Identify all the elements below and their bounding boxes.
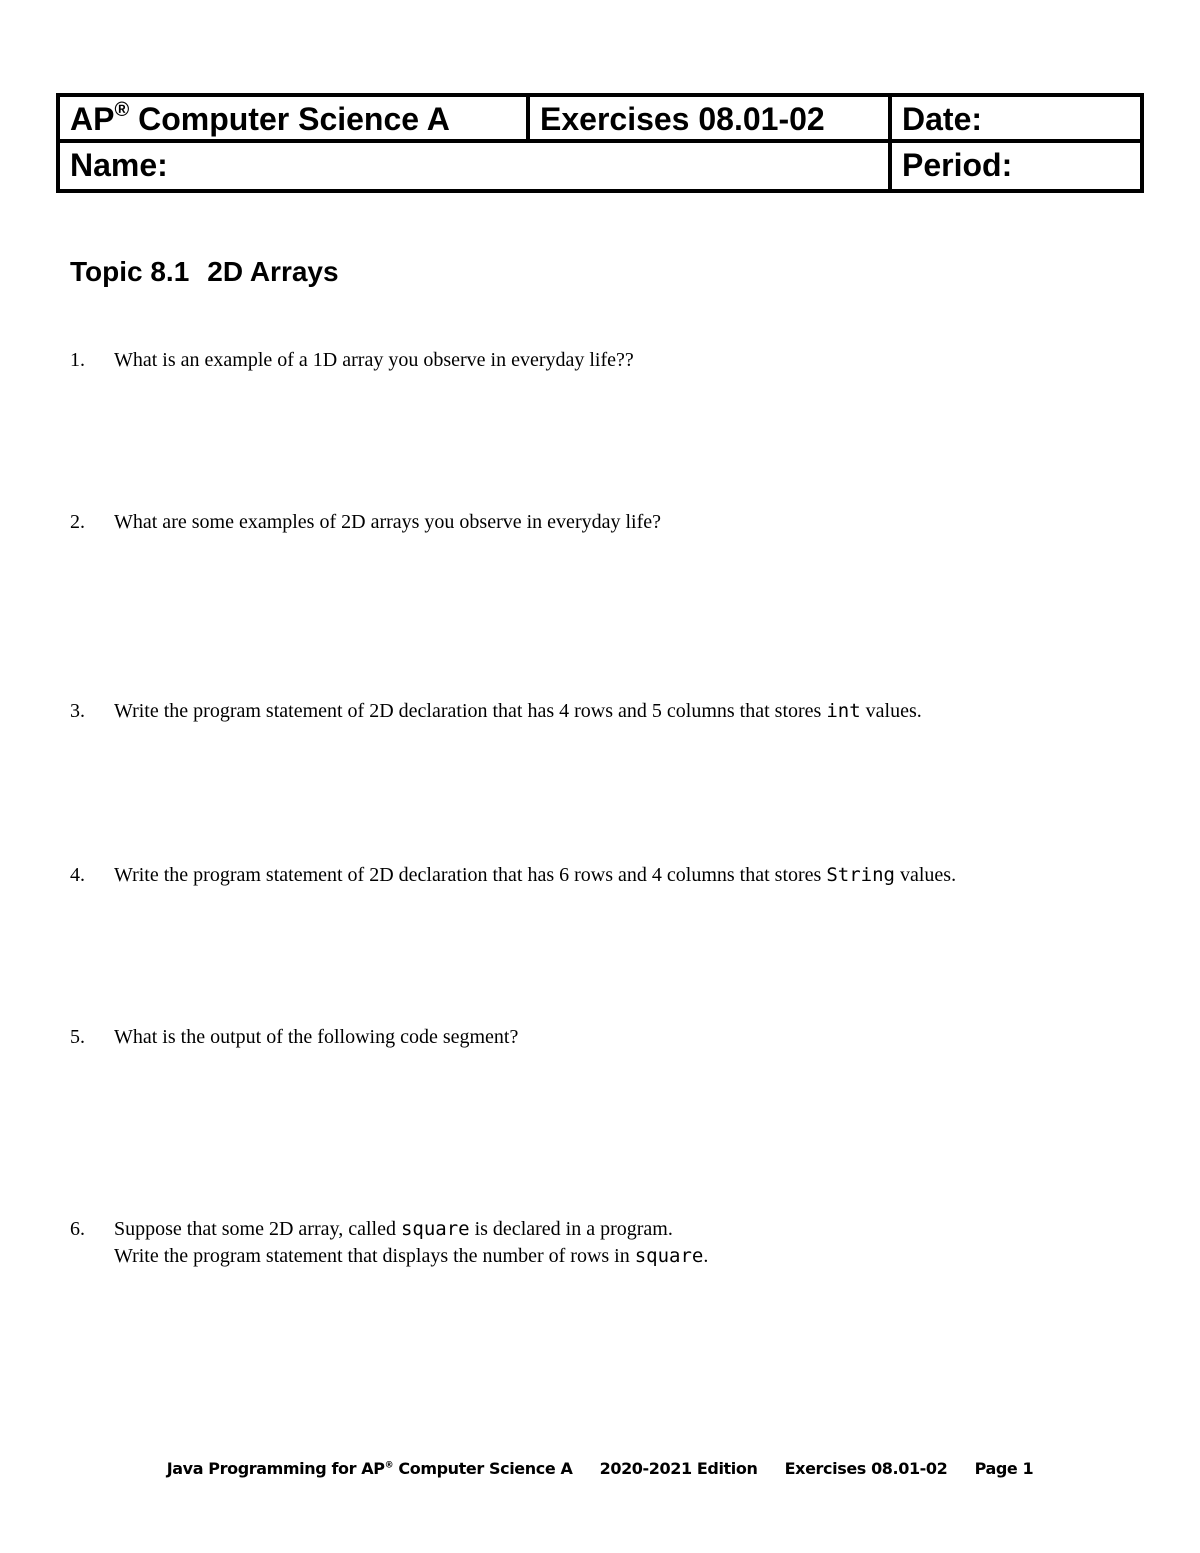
course-suffix: Computer Science A [129, 101, 450, 137]
question-text: Write the program statement of 2D declaration that has 6 rows and 4 columns that stores [114, 864, 827, 886]
footer-registered-mark: ® [384, 1460, 394, 1471]
footer-book-suffix: Computer Science A [393, 1459, 573, 1478]
question-5 [70, 1024, 518, 1051]
question-line-2 [70, 1243, 708, 1270]
question-text: Write the program statement of 2D declaration that has 4 rows and 5 columns that stores [114, 700, 827, 722]
footer-exercises: Exercises 08.01-02 [784, 1459, 948, 1478]
question-number: 6. [70, 1218, 85, 1240]
question-text-end: values. [860, 700, 922, 722]
course-title-cell [60, 97, 530, 143]
question-text-end: . [703, 1245, 709, 1267]
question-2 [70, 509, 661, 536]
question-text-end: is declared in a program. [469, 1218, 673, 1240]
registered-mark: ® [114, 99, 130, 122]
question-number: 2. [70, 511, 85, 533]
question-text: Suppose that some 2D array, called [114, 1218, 401, 1240]
page-footer [0, 1459, 1200, 1478]
topic-number: Topic 8.1 [70, 256, 190, 287]
code-square: square [400, 1218, 470, 1240]
course-prefix: AP [70, 101, 115, 137]
code-square: square [634, 1245, 704, 1267]
question-number: 5. [70, 1026, 85, 1048]
question-3 [70, 698, 922, 725]
question-text: What is the output of the following code segment? [114, 1026, 519, 1048]
code-int: int [826, 700, 861, 722]
period-field[interactable]: Period: [902, 147, 1013, 183]
worksheet-header [56, 93, 1144, 193]
question-text: Write the program statement that displays the number of rows in [114, 1245, 635, 1267]
footer-page-number: Page 1 [974, 1459, 1034, 1478]
footer-book-title [167, 1459, 573, 1478]
topic-title: 2D Arrays [207, 256, 339, 287]
question-number: 3. [70, 700, 85, 722]
question-4 [70, 862, 956, 889]
question-number: 1. [70, 349, 85, 371]
footer-book-prefix: Java Programming for AP [166, 1459, 385, 1478]
question-line-1 [70, 1216, 708, 1243]
date-field[interactable]: Date: [892, 97, 1140, 143]
question-text: What are some examples of 2D arrays you observe in everyday life? [114, 511, 662, 533]
question-1 [70, 347, 634, 374]
footer-edition: 2020-2021 Edition [599, 1459, 758, 1478]
question-text: What is an example of a 1D array you observe in everyday life?? [114, 349, 634, 371]
name-field[interactable]: Name: [60, 143, 892, 189]
question-6 [70, 1216, 708, 1270]
exercises-cell: Exercises 08.01-02 [530, 97, 892, 143]
code-string: String [826, 864, 895, 886]
question-number: 4. [70, 864, 85, 886]
question-text-end: values. [894, 864, 957, 886]
topic-heading [70, 256, 339, 288]
